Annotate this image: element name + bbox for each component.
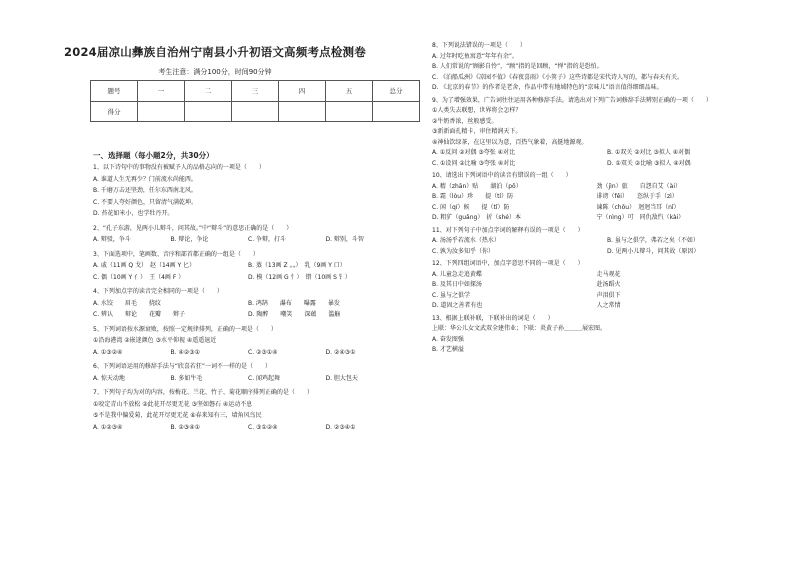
question-stem: 7、下列句子均为对的内容，按梅花、兰花、竹子、菊花顺序排列正确的是（ ） bbox=[93, 389, 313, 396]
answer-option: A. 水饺 眉毛 挠纹 bbox=[93, 299, 161, 307]
answer-option: D. ②④③① bbox=[325, 348, 356, 356]
answer-option: A. 汤汤乎若流水（热水） bbox=[432, 237, 500, 244]
question-extra: ③新新面孔精卡，审住精润天下。 bbox=[432, 128, 522, 135]
score-cell[interactable] bbox=[326, 101, 373, 122]
question-stem: 8、下列说法错误的一项是（ ） bbox=[432, 42, 526, 49]
answer-option: C. 孰为汝多知乎（你） bbox=[432, 247, 495, 255]
score-header-cell: 总分 bbox=[373, 81, 420, 102]
answer-option: A. 戚（11画 Q 戈） 赵（14画 Y 匕） bbox=[93, 262, 196, 269]
question-stem: 12、下列四组词语中，加点字意思不同的一项是（ ） bbox=[432, 260, 584, 267]
question-stem: 11、对下列句子中加点字词的解释有误的一项是（ ） bbox=[432, 226, 584, 234]
answer-option: B. 蒸（13画 Z 灬） 乳（9画 Y 口） bbox=[248, 262, 346, 269]
answer-option: A. 奋发图强 bbox=[432, 335, 464, 343]
answer-option: D. 道固之善者有也 bbox=[432, 302, 483, 309]
answer-option: B. 辩论，争论 bbox=[170, 236, 209, 243]
answer-option: A. 辩驳，争斗 bbox=[93, 236, 131, 243]
answer-option: B. ②③④① bbox=[170, 423, 200, 431]
answer-option: B. 霜（lòu）珍 提（tí）防 bbox=[432, 193, 514, 200]
score-table-header-row bbox=[91, 81, 420, 102]
answer-option: B. ④②③① bbox=[170, 348, 200, 356]
answer-option: A. 惊天动地 bbox=[93, 374, 125, 382]
score-cell[interactable] bbox=[373, 101, 420, 122]
score-header-cell: 四 bbox=[279, 81, 326, 102]
answer-option: B. 才艺横溢 bbox=[432, 346, 464, 353]
answer-option: C. 《泊船瓜洲》《凉园不值》《春夜喜雨》《小箕子》这些诗都是宋代诗人写的，都与春天有关。 bbox=[432, 73, 684, 81]
question-extra: ②牛奶香浓，丝般感受。 bbox=[432, 117, 498, 125]
answer-option: B. 及其日中如探汤 bbox=[432, 281, 482, 288]
question-stem: 4、下列加点字的读音完全相同的一项是（ ） bbox=[93, 288, 223, 295]
answer-option: D. ①双关 ②比喻 ③拟人 ④对偶 bbox=[607, 159, 691, 167]
answer-option-right: 劲（jìn）旅 自怨自艾（ài） bbox=[596, 182, 681, 190]
answer-option: B. 虽与之俱学，弗若之矣（不如） bbox=[607, 237, 699, 244]
answer-option-right: 赴汤蹈火 bbox=[596, 281, 621, 288]
score-cell[interactable] bbox=[185, 101, 232, 122]
answer-option: A. 谁道人生无再少？门前流水尚能西。 bbox=[93, 175, 197, 183]
right-column bbox=[430, 0, 794, 562]
answer-option: D. 模（12画 G 忄） 错（10画 S 钅） bbox=[248, 273, 351, 281]
answer-option-right: 谏陈（chōu） 迥迥当耳（nǐ） bbox=[596, 203, 680, 211]
question-extra: ①人类失去联想，世界将会怎样？ bbox=[432, 107, 522, 114]
question-extra: ①沿海港湾 ②嵌迷颜色 ③水平仰视 ④遥遥退近 bbox=[93, 337, 217, 344]
score-header-cell: 三 bbox=[232, 81, 279, 102]
answer-option: D. ②③④① bbox=[325, 423, 356, 431]
question-extra: ⑤不是我中偏爱菊，此花开尽更无花 ⑥春来知有三，墙角风鸟民 bbox=[93, 412, 262, 419]
answer-option: D. 胆大包天 bbox=[325, 374, 358, 382]
answer-option: C. ③①②④ bbox=[248, 423, 278, 431]
answer-option: B. 人们常说的“顾影自怜”，“顾”指的是回顾，“惮”指的是恐怕。 bbox=[432, 63, 603, 70]
answer-option: C. 闲（qí）候 提（tǐ）防 bbox=[432, 203, 510, 211]
answer-option: D. 苔花如米小，也学牡丹开。 bbox=[93, 210, 174, 217]
answer-option-right: 宁（nìng）可 同仇敌忾（kài） bbox=[596, 214, 685, 221]
answer-option: C. 虽与之俱学 bbox=[432, 291, 471, 299]
score-cell[interactable] bbox=[138, 101, 185, 122]
answer-option: A. 过年时吃鱼寓意“年年有余”。 bbox=[432, 52, 519, 60]
score-cell[interactable] bbox=[279, 101, 326, 122]
score-header-cell: 二 bbox=[185, 81, 232, 102]
answer-option: C. ①设问 ②比喻 ③夸张 ④对比 bbox=[432, 159, 516, 167]
answer-option: A. ①反问 ②对偶 ③夸张 ④对比 bbox=[432, 149, 516, 156]
question-extra: 上联：华公儿女文武双全建伟业；下联：炎黄子孙＿＿＿展宏图。 bbox=[432, 325, 607, 332]
question-stem: 9、为了增强效果，广告词往往运用各种修辞手法。请选出对下列广告词修辞手法辨别正确的一项（ ） bbox=[432, 96, 712, 104]
answer-option: A. 儿童急走追黄蝶 bbox=[432, 270, 482, 278]
score-header-cell: 五 bbox=[326, 81, 373, 102]
answer-option: C. 偶（10画 Y 亻） 王（4画 F ） bbox=[93, 273, 185, 281]
answer-option: D. 陶醉 嘲笑 深蕴 滥觞 bbox=[248, 311, 341, 318]
answer-option: A. ①②③④ bbox=[93, 423, 123, 431]
answer-option: D. 见两小儿辩斗，问其故（原因） bbox=[607, 247, 700, 255]
answer-option-right: 诽谤（fěi） 恣纵于手（zì） bbox=[596, 193, 678, 200]
score-table bbox=[90, 80, 420, 122]
answer-option: D. 《北京的春节》的作者是老舍，作品中带有地域特色的“京味儿”语言值得细细品味。 bbox=[432, 84, 663, 91]
answer-option: C. ②③①④ bbox=[248, 348, 278, 356]
question-stem: 1、以下诗句中的事物没有被赋予人的品格志向的一项是（ ） bbox=[93, 164, 265, 171]
answer-option: D. 粗犷（guǎng） 折（shé）本 bbox=[432, 214, 521, 221]
answer-option-right: 声泪俱下 bbox=[596, 291, 621, 299]
answer-option: B. 多如牛毛 bbox=[170, 374, 203, 382]
score-cell[interactable] bbox=[232, 101, 279, 122]
score-row-label: 得分 bbox=[91, 101, 138, 122]
answer-option: A. ①③②④ bbox=[93, 348, 123, 356]
answer-option: B. 鸿鹄 瀑布 曝露 暴发 bbox=[248, 299, 340, 307]
answer-option-right: 走马观花 bbox=[596, 270, 621, 278]
question-stem: 10、请选出下列词语中的读音有错误的一组（ ） bbox=[432, 172, 572, 179]
question-extra: ④神仙饮绿茶，在这里以为意，百热气象着，高挺地源观。 bbox=[432, 138, 588, 146]
question-stem: 3、下面选项中，笔画数、音序和部首都正确的一组是（ ） bbox=[93, 250, 259, 258]
score-header-cell: 一 bbox=[138, 81, 185, 102]
answer-option-right: 人之常情 bbox=[596, 302, 621, 309]
exam-notice: 考生注意：满分100分，时间90分钟 bbox=[158, 68, 272, 76]
section-title: 一、选择题（每小题2分，共30分） bbox=[93, 151, 214, 160]
question-stem: 5、下列词语按水源衰败，按照一定规律排列，正确的一项是（ ） bbox=[93, 325, 277, 333]
answer-option: C. 辨认 辩论 花瓣 辫子 bbox=[93, 311, 186, 318]
question-stem: 6、下列词语运用的修辞手法与“欣喜若狂”一词不一样的是（ ） bbox=[93, 363, 272, 370]
score-table-score-row bbox=[91, 101, 420, 122]
question-stem: 2、“孔子东游，见两小儿辩斗，问其故。”中“辩斗”的意思正确的是（ ） bbox=[93, 224, 293, 232]
answer-option: D. 辩别，斗智 bbox=[325, 236, 364, 243]
answer-option: C. 不要人夸好颜色，只留清气满乾坤。 bbox=[93, 198, 198, 206]
question-extra: ①咬定青山不放松 ②此花开尽更无花 ③坚如磐石 ④运动不息 bbox=[93, 400, 253, 408]
answer-option: C. 争辩，打斗 bbox=[248, 236, 287, 243]
answer-option: A. 精（zhān）贴 湖泊（pō） bbox=[432, 182, 522, 190]
exam-title: 2024届凉山彝族自治州宁南县小升初语文高频考点检测卷 bbox=[64, 45, 366, 59]
answer-option: B. ①双关 ②对比 ③拟人 ④对偶 bbox=[607, 149, 691, 156]
answer-option: B. 千磨万击还坚劲，任尔东西南北风。 bbox=[93, 187, 197, 194]
answer-option: C. 闻鸡起舞 bbox=[248, 374, 281, 382]
score-header-cell: 题号 bbox=[91, 81, 138, 102]
question-stem: 13、根据上联补联，下联补出的词是（ ） bbox=[432, 314, 554, 322]
